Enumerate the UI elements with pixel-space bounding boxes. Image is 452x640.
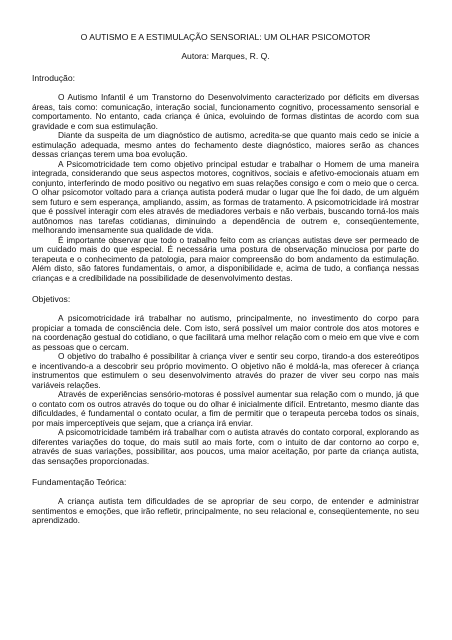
section-heading: Introdução: <box>32 73 75 83</box>
paragraph: A psicomotricidade irá trabalhar no autismo, principalmente, no investimento do corpo para propiciar a tomada de consciência dele. Com isto, será possível um maior controle dos atos motores e na coordenação gestual do cotidiano, o que facilitará uma melhor relação com o meio em que vive e com as pessoas que o cercam. <box>32 313 419 352</box>
paragraph: Através de experiências sensório-motoras é possível aumentar sua relação com o mundo, já que o contato com os outros através do toque ou do olhar é inicialmente difícil. Entretanto, mesmo diante das dificuldades, é fundamental o contato ocular, a fim de permitir que o terapeuta perceba todos os sinais, por mais imperceptíveis que sejam, que a criança irá enviar. <box>32 389 419 428</box>
paragraph: Diante da suspeita de um diagnóstico de autismo, acredita-se que quanto mais cedo se inicie a estimulação adequada, mesmo antes do fechamento deste diagnóstico, maiores serão as chances dessas crianças terem uma boa evolução. <box>32 130 419 159</box>
paragraph: A Psicomotricidade tem como objetivo principal estudar e trabalhar o Homem de uma maneira integrada, considerando que seus aspectos motores, cognitivos, sociais e afetivo-emocionais atuam em conjunto, interferindo de modo positivo ou negativo em suas relações consigo e com o meio que o cerca. O olhar psicomotor voltado para a criança autista poderá mudar o lugar que lhe foi dado, de um alguém sem futuro e sem esperança, ampliando, assim, as formas de tratamento. A psicomotricidade irá mostrar que é possível interagir com eles através de mediadores verbais e não verbais, buscando torná-los mais autônomos nas tarefas cotidianas, diminuindo a dependência de outrem e, conseqüentemente, melhorando imensamente sua qualidade de vida. <box>32 158 419 235</box>
section-body <box>32 93 419 283</box>
paragraph: A criança autista tem dificuldades de se apropriar de seu corpo, de entender e administrar sentimentos e emoções, que irão refletir, principalmente, no seu relacional e, conseqüentemente, no seu aprendizado. <box>32 496 419 525</box>
paragraph: O objetivo do trabalho é possibilitar à criança viver e sentir seu corpo, tirando-a dos estereótipos e incentivando-a a descobrir seu próprio movimento. O objetivo não é moldá-la, mas oferecer à criança instrumentos que estimulem o seu desenvolvimento através do prazer de viver seu corpo nas mais variáveis relações. <box>32 351 419 390</box>
section-objetivos <box>32 294 419 466</box>
document-author: Autora: Marques, R. Q. <box>181 51 270 61</box>
section-heading: Objetivos: <box>32 294 71 304</box>
section-introducao <box>32 73 419 283</box>
document-title: O AUTISMO E A ESTIMULAÇÃO SENSORIAL: UM OLHAR PSICOMOTOR <box>80 32 371 42</box>
paragraph: O Autismo Infantil é um Transtorno do Desenvolvimento caracterizado por déficits em diversas áreas, tais como: comunicação, interação social, funcionamento cognitivo, processamento sensorial e comportamento. No entanto, cada criança é única, evoluindo de formas distintas de acordo com sua gravidade e com sua estimulação. <box>32 92 419 131</box>
paragraph: É importante observar que todo o trabalho feito com as crianças autistas deve ser permeado de um cuidado mais do que especial. É necessária uma postura de observação minuciosa por parte do terapeuta e o conhecimento da patologia, para maior compreensão do bom andamento da estimulação. Além disto, são fatores fundamentais, o amor, a disponibilidade e, acima de tudo, a confiança nessas crianças e a credibilidade na possibilidade de desenvolvimento destas. <box>32 234 419 283</box>
section-body <box>32 497 419 526</box>
section-fundamentacao-teorica <box>32 477 419 526</box>
section-body <box>32 314 419 466</box>
paragraph: A psicomotricidade também irá trabalhar com o autista através do contato corporal, explorando as diferentes variações do toque, do mais sutil ao mais forte, com o intuito de dar contorno ao corpo e, através de suas variações, possibilitar, aos poucos, uma maior aceitação, por parte da criança autista, das sensações proporcionadas. <box>32 427 419 466</box>
document-page <box>32 32 419 526</box>
section-heading: Fundamentação Teórica: <box>32 477 127 487</box>
